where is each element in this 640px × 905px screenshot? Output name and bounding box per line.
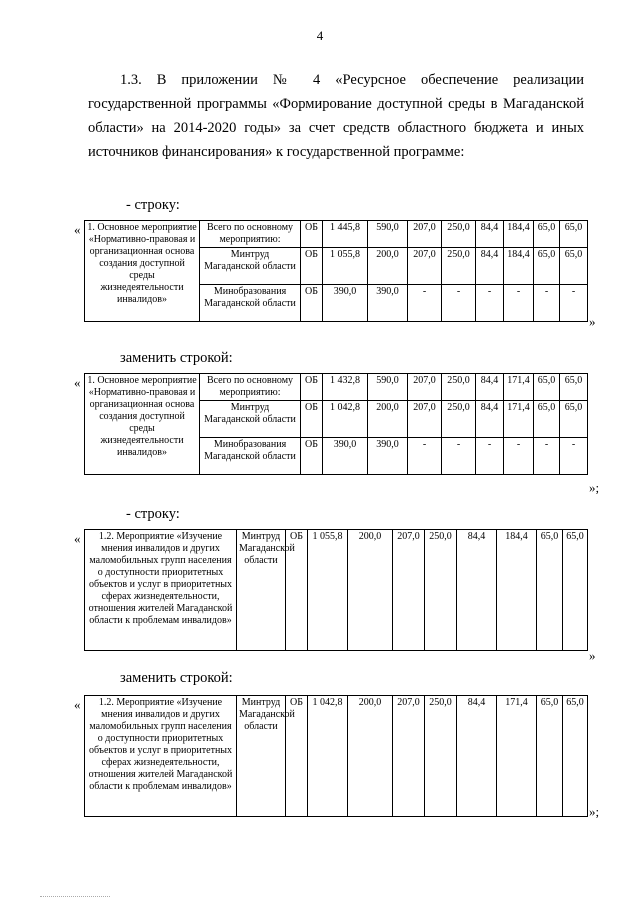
year-value-cell: - <box>560 285 588 322</box>
source-cell: ОБ <box>301 221 323 248</box>
year-value-cell: - <box>560 438 588 475</box>
open-quote: « <box>74 697 81 712</box>
close-quote: »; <box>589 480 600 495</box>
year-value-cell: 171,4 <box>504 401 534 438</box>
source-cell: ОБ <box>301 248 323 285</box>
year-value-cell: 250,0 <box>442 401 476 438</box>
executor-cell: Минтруд Магаданской области <box>200 401 301 438</box>
scan-mark <box>40 896 110 898</box>
year-value-cell: 200,0 <box>348 696 393 817</box>
measure-name-cell: 1.2. Мероприятие «Изучение мнения инвалидов и других маломобильных групп населения о доступности приоритетных объектов и услуг в приоритетных сферах жизнедеятельности, отношения жителей Магаданской области к проблемам инвалидов» <box>85 530 237 651</box>
year-value-cell: 200,0 <box>368 401 408 438</box>
executor-cell: Минобразования Магаданской области <box>200 285 301 322</box>
close-quote: » <box>589 648 596 663</box>
year-value-cell: 184,4 <box>504 248 534 285</box>
total-cell: 1 055,8 <box>323 248 368 285</box>
table-row <box>85 530 588 651</box>
year-value-cell: 84,4 <box>476 401 504 438</box>
total-cell: 1 042,8 <box>308 696 348 817</box>
total-cell: 390,0 <box>323 438 368 475</box>
year-value-cell: 207,0 <box>408 248 442 285</box>
year-value-cell: 84,4 <box>476 374 504 401</box>
year-value-cell: 171,4 <box>497 696 537 817</box>
measure-name-cell: 1.2. Мероприятие «Изучение мнения инвалидов и других маломобильных групп населения о доступности приоритетных объектов и услуг в приоритетных сферах жизнедеятельности, отношения жителей Магаданской области к проблемам инвалидов» <box>85 696 237 817</box>
year-value-cell: 65,0 <box>563 530 588 651</box>
executor-cell: Минобразования Магаданской области <box>200 438 301 475</box>
page-number: 4 <box>316 28 324 43</box>
source-cell: ОБ <box>301 374 323 401</box>
year-value-cell: 65,0 <box>560 221 588 248</box>
year-value-cell: 84,4 <box>476 248 504 285</box>
year-value-cell: 84,4 <box>476 221 504 248</box>
year-value-cell: 84,4 <box>457 530 497 651</box>
year-value-cell: 65,0 <box>534 374 560 401</box>
year-value-cell: 65,0 <box>534 248 560 285</box>
year-value-cell: 200,0 <box>348 530 393 651</box>
total-cell: 1 055,8 <box>308 530 348 651</box>
year-value-cell: - <box>476 438 504 475</box>
table-row <box>85 221 588 248</box>
close-quote: »; <box>589 804 600 819</box>
year-value-cell: 250,0 <box>425 530 457 651</box>
year-value-cell: - <box>442 285 476 322</box>
year-value-cell: 250,0 <box>442 374 476 401</box>
year-value-cell: 65,0 <box>563 696 588 817</box>
executor-cell: Всего по основному мероприятию: <box>200 221 301 248</box>
total-cell: 1 432,8 <box>323 374 368 401</box>
year-value-cell: - <box>442 438 476 475</box>
total-cell: 1 042,8 <box>323 401 368 438</box>
source-cell: ОБ <box>286 696 308 817</box>
year-value-cell: 207,0 <box>408 401 442 438</box>
executor-cell: Минтруд Магаданской области <box>237 696 286 817</box>
year-value-cell: 200,0 <box>368 248 408 285</box>
year-value-cell: 207,0 <box>393 530 425 651</box>
old-row-table-main-measure <box>84 220 588 322</box>
source-cell: ОБ <box>301 438 323 475</box>
measure-name-cell: 1. Основное мероприятие «Нормативно-правовая и организационная основа создания доступной среды жизнедеятельности инвалидов» <box>85 221 200 322</box>
year-value-cell: 84,4 <box>457 696 497 817</box>
year-value-cell: 207,0 <box>393 696 425 817</box>
year-value-cell: 207,0 <box>408 374 442 401</box>
old-row-table-measure-1-2 <box>84 529 588 651</box>
year-value-cell: - <box>534 285 560 322</box>
year-value-cell: 590,0 <box>368 221 408 248</box>
year-value-cell: 171,4 <box>504 374 534 401</box>
close-quote: » <box>589 314 596 329</box>
year-value-cell: - <box>504 285 534 322</box>
year-value-cell: 65,0 <box>537 530 563 651</box>
open-quote: « <box>74 222 81 237</box>
year-value-cell: 65,0 <box>560 401 588 438</box>
new-row-table-measure-1-2 <box>84 695 588 817</box>
year-value-cell: - <box>534 438 560 475</box>
year-value-cell: 65,0 <box>534 401 560 438</box>
new-row-table-main-measure <box>84 373 588 475</box>
executor-cell: Всего по основному мероприятию: <box>200 374 301 401</box>
year-value-cell: 390,0 <box>368 438 408 475</box>
source-cell: ОБ <box>286 530 308 651</box>
open-quote: « <box>74 375 81 390</box>
year-value-cell: 207,0 <box>408 221 442 248</box>
year-value-cell: 65,0 <box>537 696 563 817</box>
amendment-paragraph: 1.3. В приложении № 4 «Ресурсное обеспечение реализации государственной программы «Формирование доступной среды в Магаданской области» на 2014-2020 годы» за счет средств областного бюджета и иных источников финансирования» к государственной программе: <box>88 72 584 160</box>
year-value-cell: - <box>408 438 442 475</box>
table-row <box>85 374 588 401</box>
year-value-cell: 250,0 <box>425 696 457 817</box>
year-value-cell: 590,0 <box>368 374 408 401</box>
executor-cell: Минтруд Магаданской области <box>200 248 301 285</box>
year-value-cell: 65,0 <box>534 221 560 248</box>
executor-cell: Минтруд Магаданской области <box>237 530 286 651</box>
source-cell: ОБ <box>301 401 323 438</box>
year-value-cell: 250,0 <box>442 248 476 285</box>
year-value-cell: - <box>504 438 534 475</box>
total-cell: 1 445,8 <box>323 221 368 248</box>
total-cell: 390,0 <box>323 285 368 322</box>
year-value-cell: 65,0 <box>560 374 588 401</box>
year-value-cell: 65,0 <box>560 248 588 285</box>
year-value-cell: 184,4 <box>504 221 534 248</box>
year-value-cell: 250,0 <box>442 221 476 248</box>
year-value-cell: 184,4 <box>497 530 537 651</box>
replace-row-label: - строку: <box>126 506 180 522</box>
year-value-cell: - <box>408 285 442 322</box>
replace-with-label: заменить строкой: <box>120 670 233 686</box>
source-cell: ОБ <box>301 285 323 322</box>
replace-with-label: заменить строкой: <box>120 350 233 366</box>
table-row <box>85 696 588 817</box>
measure-name-cell: 1. Основное мероприятие «Нормативно-правовая и организационная основа создания доступной среды жизнедеятельности инвалидов» <box>85 374 200 475</box>
year-value-cell: - <box>476 285 504 322</box>
open-quote: « <box>74 531 81 546</box>
replace-row-label: - строку: <box>126 197 180 213</box>
year-value-cell: 390,0 <box>368 285 408 322</box>
